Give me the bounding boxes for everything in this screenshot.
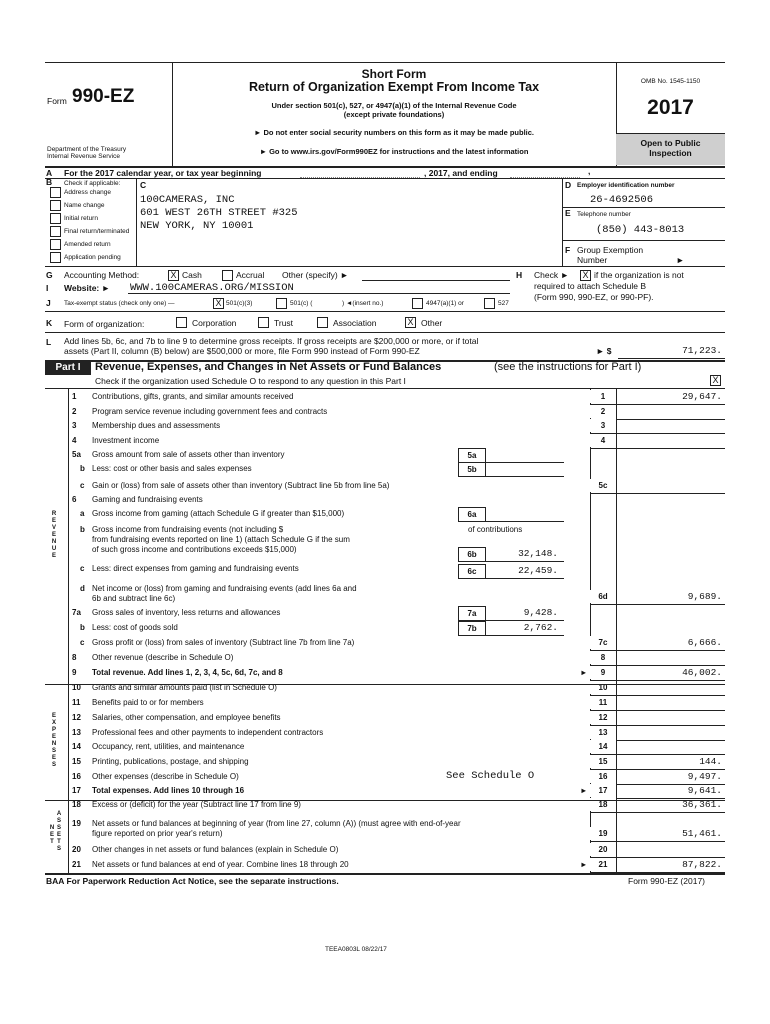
line-a-comma: , <box>588 166 591 176</box>
line-description: Net assets or fund balances at end of year. Combine lines 18 through 20 <box>92 860 349 869</box>
line-h-text2: required to attach Schedule B <box>534 281 646 291</box>
total-arrow-icon: ► <box>580 786 588 795</box>
side-letter: N <box>49 825 55 831</box>
line-number: c <box>80 638 85 647</box>
side-letter: E <box>51 755 56 761</box>
line-a-letter: A <box>46 168 53 178</box>
subline-rule <box>486 620 564 621</box>
subline-box-label: 5a <box>458 448 486 463</box>
line-g-letter: G <box>46 270 53 280</box>
subline-amount[interactable]: 2,762. <box>523 622 558 633</box>
4947-label: 4947(a)(1) or <box>426 300 464 307</box>
subline-amount[interactable]: 32,148. <box>518 548 558 559</box>
line-h-check: Check ► <box>534 270 569 280</box>
group-number-label: Number <box>577 255 608 265</box>
website-label: Website: ► <box>64 283 111 293</box>
section-f-letter: F <box>565 245 571 255</box>
other-org-checkbox[interactable]: X <box>405 317 416 328</box>
line-number: 16 <box>72 772 81 781</box>
line-description: Investment income <box>92 436 160 445</box>
line-box-label: 2 <box>590 405 616 418</box>
line-a-text: For the 2017 calendar year, or tax year beginning <box>64 168 262 178</box>
line-description: Other changes in net assets or fund balances (explain in Schedule O) <box>92 845 339 854</box>
line-number: b <box>80 464 85 473</box>
line-description: Membership dues and assessments <box>92 421 221 430</box>
section-b-item-label: Address change <box>64 189 111 196</box>
line-number: a <box>80 509 85 518</box>
line-amount[interactable]: 29,647. <box>682 391 722 402</box>
accounting-method-label: Accounting Method: <box>64 270 140 280</box>
line-number: 3 <box>72 421 77 430</box>
form-word: Form <box>47 96 67 106</box>
website-url[interactable]: WWW.100CAMERAS.ORG/MISSION <box>130 282 294 294</box>
side-letter: E <box>56 832 61 838</box>
section-b-checkbox[interactable] <box>50 200 61 211</box>
line-amount[interactable]: 36,361. <box>682 799 722 810</box>
subline-rule <box>486 561 564 562</box>
side-letter: A <box>56 811 62 817</box>
line-number: 19 <box>72 819 81 828</box>
section-b-checkbox[interactable] <box>50 239 61 250</box>
line-description: Salaries, other compensation, and employee benefits <box>92 713 281 722</box>
side-letter: E <box>51 518 56 524</box>
form-number: 990-EZ <box>72 86 135 107</box>
line-number: 11 <box>72 698 81 707</box>
line-number: 4 <box>72 436 77 445</box>
line-description: Total expenses. Add lines 10 through 16 <box>92 786 245 795</box>
ein-value: 26-4692506 <box>590 194 654 206</box>
trust-label: Trust <box>274 318 294 328</box>
schedule-o-check-text: Check if the organization used Schedule O to respond to any question in this Part I <box>95 376 406 386</box>
side-letter: N <box>51 539 57 545</box>
side-letter: R <box>51 511 57 517</box>
total-arrow-icon: ► <box>580 860 588 869</box>
open-line2: Inspection <box>649 148 692 158</box>
line-description-cont: figure reported on prior year's return) <box>92 829 223 838</box>
side-letter: S <box>56 825 61 831</box>
group-exemption-label: Group Exemption <box>577 245 644 255</box>
line-number: c <box>80 481 85 490</box>
line-box-label: 18 <box>590 798 616 811</box>
dept-treasury: Department of the Treasury <box>47 146 127 153</box>
line-box-label: 5c <box>590 479 616 492</box>
subline-box-label: 7a <box>458 606 486 621</box>
subline-amount[interactable]: 9,428. <box>523 607 558 618</box>
line-box-label: 14 <box>590 740 616 753</box>
other-org-label: Other <box>421 318 443 328</box>
row-rule <box>590 448 725 449</box>
part-1-tag: Part I <box>45 361 91 375</box>
line-amount[interactable]: 51,461. <box>682 828 722 839</box>
trust-checkbox[interactable] <box>258 317 269 328</box>
line-number: b <box>80 525 85 534</box>
corporation-label: Corporation <box>192 318 237 328</box>
section-b-letter: B <box>46 177 53 187</box>
accrual-checkbox[interactable] <box>222 270 233 281</box>
subline-box-label: 6c <box>458 564 486 579</box>
section-b-item-label: Application pending <box>64 254 121 261</box>
line-box-label: 11 <box>590 696 616 709</box>
org-name: 100CAMERAS, INC <box>140 194 235 206</box>
line-description: Gross sales of inventory, less returns and allowances <box>92 608 281 617</box>
side-letter: P <box>51 727 56 733</box>
subline-rule <box>486 635 564 636</box>
goto-instructions: ► Go to www.irs.gov/Form990EZ for instructions and the latest information <box>259 147 529 156</box>
section-b-item-label: Amended return <box>64 241 111 248</box>
check-if-applicable: Check if applicable: <box>64 180 121 187</box>
line-description: Program service revenue including government fees and contracts <box>92 407 328 416</box>
tax-exempt-label: Tax-exempt status (check only one) — <box>64 300 175 307</box>
omb-number: OMB No. 1545-1150 <box>640 78 701 85</box>
subline-box-label: 6a <box>458 507 486 522</box>
line-l-letter: L <box>46 337 52 347</box>
501c-label: 501(c) ( <box>290 300 313 307</box>
line-h-letter: H <box>516 270 523 280</box>
subline-box-label: 5b <box>458 462 486 477</box>
subline-box-label: 7b <box>458 621 486 636</box>
subline-rule <box>486 578 564 579</box>
under-section: Under section 501(c), 527, or 4947(a)(1) of the Internal Revenue Code <box>271 101 517 110</box>
line-l-arrow: ► $ <box>596 346 612 356</box>
line-description: Gross income from fundraising events (not including $ <box>92 525 284 534</box>
527-checkbox[interactable] <box>484 298 495 309</box>
accrual-label: Accrual <box>236 270 265 280</box>
line-description: Other revenue (describe in Schedule O) <box>92 653 234 662</box>
section-separator <box>45 684 725 685</box>
subline-rule <box>486 476 564 477</box>
line-description: Excess or (deficit) for the year (Subtract line 17 from line 9) <box>92 800 301 809</box>
schedule-o-checkbox[interactable]: X <box>710 375 721 386</box>
side-letter: X <box>51 720 56 726</box>
line-number: c <box>80 564 85 573</box>
line-number: 10 <box>72 683 81 692</box>
line-number: 17 <box>72 786 81 795</box>
row-rule <box>590 604 725 605</box>
line-description: Occupancy, rent, utilities, and maintenance <box>92 742 245 751</box>
line-amount[interactable]: 9,497. <box>687 771 722 782</box>
baa-notice: BAA For Paperwork Reduction Act Notice, see the separate instructions. <box>46 876 339 886</box>
line-box-label: 20 <box>590 843 616 856</box>
section-b-checkbox[interactable] <box>50 226 61 237</box>
line-description: Contributions, gifts, grants, and similar amounts received <box>92 392 294 401</box>
line-number: 5a <box>72 450 81 459</box>
side-letter: E <box>49 832 54 838</box>
cash-label: Cash <box>182 270 202 280</box>
line-description: Net income or (loss) from gaming and fundraising events (add lines 6a and <box>92 584 357 593</box>
section-b-checkbox[interactable] <box>50 213 61 224</box>
gross-receipts-value: 71,223. <box>682 345 722 356</box>
other-method-label: Other (specify) ► <box>282 270 349 280</box>
org-address: 601 WEST 26TH STREET #325 <box>140 207 298 219</box>
phone-label: Telephone number <box>577 211 631 218</box>
tax-year: 2017 <box>647 96 694 119</box>
line-number: 20 <box>72 845 81 854</box>
line-box-label: 21 <box>590 858 616 871</box>
side-letter: U <box>51 546 57 552</box>
line-description: Less: cost or other basis and sales expenses <box>92 464 252 473</box>
irs-label: Internal Revenue Service <box>47 153 120 160</box>
line-number: 9 <box>72 668 77 677</box>
phone-value: (850) 443-8013 <box>596 224 685 236</box>
line-amount[interactable]: 144. <box>699 756 722 767</box>
form-code: TEEA0803L 08/22/17 <box>325 946 387 953</box>
line-description: Printing, publications, postage, and shipping <box>92 757 249 766</box>
line-description: Less: direct expenses from gaming and fundraising events <box>92 564 299 573</box>
line-box-label: 19 <box>590 827 616 840</box>
line-amount[interactable]: 9,689. <box>687 591 722 602</box>
line-description: Less: cost of goods sold <box>92 623 178 632</box>
ein-label: Employer identification number <box>577 182 675 189</box>
org-city: NEW YORK, NY 10001 <box>140 220 254 232</box>
line-number: 7a <box>72 608 81 617</box>
section-b-checkbox[interactable] <box>50 252 61 263</box>
line-box-label: 16 <box>590 770 616 783</box>
part-1-title: Revenue, Expenses, and Changes in Net Assets or Fund Balances <box>95 361 442 373</box>
line-number: 18 <box>72 800 81 809</box>
line-j-letter: J <box>46 298 51 308</box>
line-i-letter: I <box>46 283 49 293</box>
line-k-letter: K <box>46 318 53 328</box>
line-description: Total revenue. Add lines 1, 2, 3, 4, 5c, 6d, 7c, and 8 <box>92 668 283 677</box>
line-description: Professional fees and other payments to independent contractors <box>92 728 324 737</box>
corporation-checkbox[interactable] <box>176 317 187 328</box>
side-letter: N <box>51 741 57 747</box>
section-b-item-label: Name change <box>64 202 105 209</box>
line-number: 12 <box>72 713 81 722</box>
row-rule <box>590 812 725 813</box>
side-letter: T <box>50 839 54 845</box>
section-separator <box>45 800 725 801</box>
line-amount[interactable]: 9,641. <box>687 785 722 796</box>
side-letter: E <box>51 713 56 719</box>
line-l-text1: Add lines 5b, 6c, and 7b to line 9 to determine gross receipts. If gross receipts are $200,000 or more, or if total <box>64 336 479 346</box>
side-letter: E <box>51 532 56 538</box>
side-letter: S <box>56 818 61 824</box>
line-box-label: 12 <box>590 711 616 724</box>
subline-rule <box>486 462 564 463</box>
side-letter: V <box>51 525 56 531</box>
form-of-org-label: Form of organization: <box>64 319 145 329</box>
side-letter: T <box>57 839 61 845</box>
501c3-label: 501(c)(3) <box>226 300 253 307</box>
line-amount[interactable]: 87,822. <box>682 859 722 870</box>
schedule-o-note: See Schedule O <box>446 770 535 782</box>
line-box-label: 17 <box>590 784 616 797</box>
section-d-letter: D <box>565 180 572 190</box>
line-description: Other expenses (describe in Schedule O) <box>92 772 239 781</box>
line-number: 15 <box>72 757 81 766</box>
row-rule <box>590 493 725 494</box>
line-description-cont: of such gross income and contributions exceeds $15,000) <box>92 545 297 554</box>
form-title: Return of Organization Exempt From Income Tax <box>248 80 540 94</box>
501c3-checkbox[interactable]: X <box>213 298 224 309</box>
line-description: Grants and similar amounts paid (list in Schedule O) <box>92 683 277 692</box>
section-b-item-label: Initial return <box>64 215 98 222</box>
line-number: d <box>80 584 85 593</box>
line-number: b <box>80 623 85 632</box>
line-description: Gain or (loss) from sale of assets other than inventory (Subtract line 5b from line 5a) <box>92 481 390 490</box>
short-form-label: Short Form <box>361 67 427 81</box>
section-b-item-label: Final return/terminated <box>64 228 130 235</box>
except-pf: (except private foundations) <box>343 110 445 119</box>
association-checkbox[interactable] <box>317 317 328 328</box>
line-description: Gross profit or (loss) from sales of inventory (Subtract line 7b from line 7a) <box>92 638 355 647</box>
subline-amount[interactable]: 22,459. <box>518 565 558 576</box>
open-to-public-box <box>616 134 725 165</box>
line-a-mid: , 2017, and ending <box>424 168 498 178</box>
line-h-text3: (Form 990, 990-EZ, or 990-PF). <box>534 292 654 302</box>
line-h-text1: if the organization is not <box>594 270 684 280</box>
line-description: Net assets or fund balances at beginning of year (from line 27, column (A)) (must agree with end-of-year <box>92 819 461 828</box>
total-arrow-icon: ► <box>580 668 588 677</box>
line-number: 21 <box>72 860 81 869</box>
name-c-label: C <box>140 180 147 190</box>
schedule-b-checkbox[interactable]: X <box>580 270 591 281</box>
insert-no-label: ) ◄(insert no.) <box>342 300 384 307</box>
line-number: 2 <box>72 407 77 416</box>
line-description: Benefits paid to or for members <box>92 698 204 707</box>
line-number: 1 <box>72 392 77 401</box>
row-rule <box>590 841 725 842</box>
line-box-label: 4 <box>590 434 616 447</box>
line-box-label: 1 <box>590 390 616 403</box>
line-description-cont: from fundraising events reported on line 1) (attach Schedule G if the sum <box>92 535 350 544</box>
line-amount[interactable]: 46,002. <box>682 667 722 678</box>
form-footer-ref: Form 990-EZ (2017) <box>628 876 705 886</box>
line-l-text2: assets (Part II, column (B) below) are $500,000 or more, file Form 990 instead of Form 990-EZ <box>64 346 420 356</box>
subline-box-label: 6b <box>458 547 486 562</box>
section-e-letter: E <box>565 208 571 218</box>
line-description: Gross income from gaming (attach Schedule G if greater than $15,000) <box>92 509 345 518</box>
association-label: Association <box>333 318 377 328</box>
section-b-checkbox[interactable] <box>50 187 61 198</box>
527-label: 527 <box>498 300 509 307</box>
side-letter: S <box>56 846 61 852</box>
side-letter: E <box>51 553 56 559</box>
line-number: 13 <box>72 728 81 737</box>
line-amount[interactable]: 6,666. <box>687 637 722 648</box>
side-letter: S <box>51 748 56 754</box>
line-box-label: 3 <box>590 419 616 432</box>
line-box-label: 8 <box>590 651 616 664</box>
line-box-label: 7c <box>590 636 616 649</box>
line-description: Gaming and fundraising events <box>92 495 203 504</box>
line-description: Gross amount from sale of assets other than inventory <box>92 450 285 459</box>
side-letter: S <box>51 762 56 768</box>
no-ssn-warning: ► Do not enter social security numbers on this form as it may be made public. <box>254 128 534 137</box>
line-box-label: 10 <box>590 681 616 694</box>
group-arrow: ► <box>676 255 685 265</box>
part-1-note: (see the instructions for Part I) <box>494 361 642 373</box>
line-number: 6 <box>72 495 77 504</box>
line-number: 14 <box>72 742 81 751</box>
line-box-label: 13 <box>590 726 616 739</box>
501c-checkbox[interactable] <box>276 298 287 309</box>
open-line1: Open to Public <box>640 138 701 148</box>
side-letter: E <box>51 734 56 740</box>
subline-rule <box>486 521 564 522</box>
line-description-cont: of contributions <box>468 525 523 534</box>
line-number: 8 <box>72 653 77 662</box>
line-box-label: 9 <box>590 666 616 679</box>
4947-checkbox[interactable] <box>412 298 423 309</box>
line-box-label: 6d <box>590 590 616 603</box>
cash-checkbox[interactable]: X <box>168 270 179 281</box>
line-box-label: 15 <box>590 755 616 768</box>
line-description-cont: 6b and subtract line 6c) <box>92 594 176 603</box>
